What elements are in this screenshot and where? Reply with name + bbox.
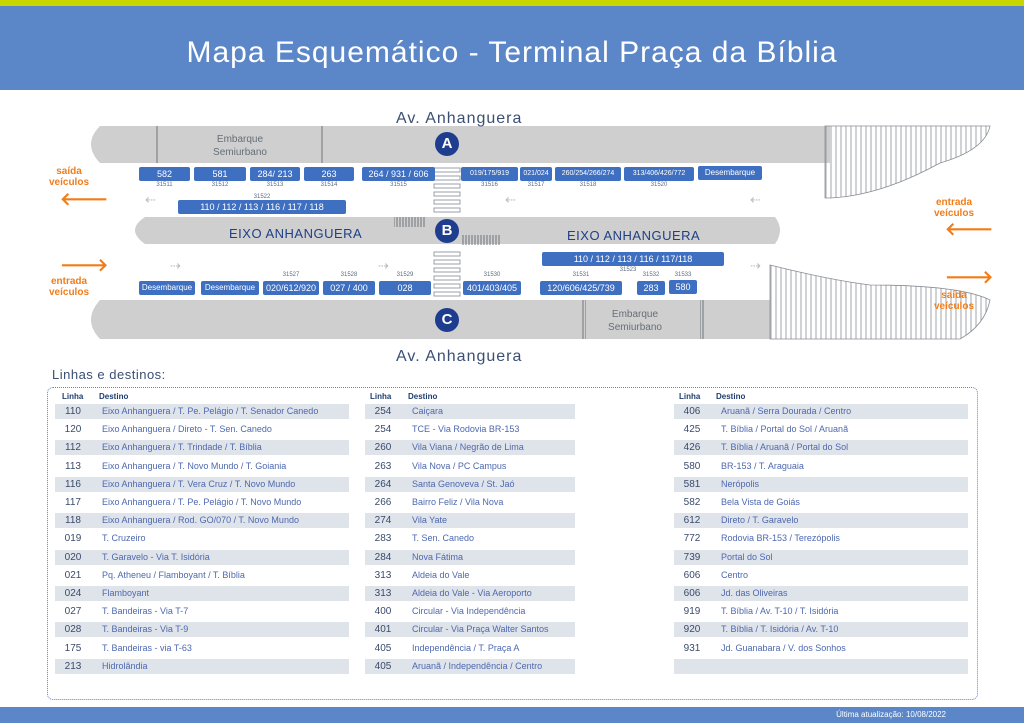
embarque-top-line2: Semiurbano	[213, 147, 267, 158]
route-line-number: 213	[64, 661, 82, 672]
route-destination: Rodovia BR-153 / Terezópolis	[721, 533, 840, 543]
route-line-number: 264	[374, 479, 392, 490]
route-line-number: 112	[65, 442, 81, 453]
route-row	[55, 586, 349, 601]
route-destination: Eixo Anhanguera / T. Novo Mundo / T. Goiania	[102, 461, 287, 471]
entry-left-line1: entrada	[50, 276, 88, 287]
route-row	[674, 550, 968, 565]
route-destination: Portal do Sol	[721, 552, 773, 562]
route-row	[55, 459, 349, 474]
route-row	[365, 440, 575, 455]
bay-eixo-a: 110 / 112 / 113 / 116 / 117 / 118	[178, 200, 346, 214]
lane-arrow-icon: ⇢	[170, 258, 181, 273]
route-destination: Circular - Via Praça Walter Santos	[412, 624, 549, 634]
bay-code-bottom-8: 31532	[642, 272, 660, 278]
exit-right-label	[928, 290, 980, 312]
route-line-number: 581	[683, 479, 701, 490]
route-row	[55, 404, 349, 419]
platform-top-tail	[825, 126, 990, 198]
bay-top-1: 582	[139, 167, 190, 181]
route-row	[674, 422, 968, 437]
route-row	[365, 422, 575, 437]
col-header-line-2: Linha	[370, 392, 392, 401]
station-b-marker: B	[435, 219, 459, 243]
route-line-number: 582	[683, 497, 701, 508]
bay-top-9: 313/406/426/772	[624, 167, 694, 181]
route-destination: T. Garavelo - Via T. Isidória	[102, 552, 210, 562]
bay-bottom-7: 120/606/425/739	[540, 281, 622, 295]
route-row	[365, 404, 575, 419]
entry-right-label	[928, 197, 980, 219]
route-line-number: 405	[374, 643, 392, 654]
route-line-number: 739	[683, 552, 701, 563]
route-destination: T. Bandeiras - Via T-7	[102, 606, 189, 616]
lane-arrow-icon: ⇢	[378, 258, 389, 273]
route-row	[674, 531, 968, 546]
route-destination: Pq. Atheneu / Flamboyant / T. Bíblia	[102, 570, 245, 580]
route-line-number: 400	[374, 606, 392, 617]
route-row	[55, 513, 349, 528]
route-row	[55, 604, 349, 619]
bay-code-top-3: 31513	[266, 182, 284, 188]
route-line-number: 027	[64, 606, 82, 617]
route-destination: Eixo Anhanguera / Rod. GO/070 / T. Novo Mundo	[102, 515, 299, 525]
route-destination: Independência / T. Praça A	[412, 643, 520, 653]
bay-top-4: 263	[304, 167, 354, 181]
exit-left-label	[44, 166, 94, 188]
bay-code-top-8: 31518	[579, 182, 597, 188]
route-line-number: 274	[374, 515, 392, 526]
bay-code-top-5: 31515	[390, 182, 407, 188]
platform-middle-hatch-left	[394, 217, 426, 227]
route-line-number: 254	[374, 406, 392, 417]
route-destination: Vila Yate	[412, 515, 448, 525]
col-header-line-3: Linha	[679, 392, 701, 401]
lane-arrow-icon: ⇢	[750, 258, 761, 273]
route-row	[365, 459, 575, 474]
route-row	[55, 440, 349, 455]
route-line-number: 401	[374, 624, 392, 635]
bay-bottom-3: 020/612/920	[263, 281, 319, 295]
route-row	[55, 531, 349, 546]
route-row	[55, 422, 349, 437]
route-destination: Aruanã / Independência / Centro	[412, 661, 543, 671]
entry-left-line2: veículos	[48, 287, 90, 298]
eixo-label-right: EIXO ANHANGUERA	[567, 228, 701, 243]
entry-right-line2: veículos	[933, 208, 975, 219]
platform-bottom-hatch-left	[582, 300, 586, 339]
route-destination: T. Bíblia / Portal do Sol / Aruanã	[721, 424, 849, 434]
route-line-number: 116	[65, 479, 81, 490]
route-line-number: 266	[374, 497, 392, 508]
route-destination: Hidrolândia	[102, 661, 148, 671]
bay-code-bottom-7: 31531	[572, 272, 590, 278]
route-line-number: 283	[374, 533, 392, 544]
route-row	[674, 659, 968, 674]
exit-left-arrow-icon: 🡐	[60, 189, 109, 209]
route-row	[365, 659, 575, 674]
route-row	[55, 550, 349, 565]
route-row	[365, 586, 575, 601]
route-destination: Caiçara	[412, 406, 444, 416]
eixo-label-left: EIXO ANHANGUERA	[229, 226, 363, 241]
route-destination: Aldeia do Vale - Via Aeroporto	[412, 588, 532, 598]
route-row	[365, 477, 575, 492]
col-header-dest-2: Destino	[408, 392, 438, 401]
avenue-label-bottom: Av. Anhanguera	[396, 348, 523, 365]
col-header-dest-3: Destino	[716, 392, 746, 401]
embarque-bottom	[595, 308, 675, 334]
platform-middle-hatch-right	[462, 235, 500, 245]
route-row	[674, 568, 968, 583]
bay-code-bottom-4: 31528	[340, 272, 358, 278]
route-destination: Flamboyant	[102, 588, 150, 598]
bay-bottom-5: 028	[379, 281, 431, 295]
route-row	[674, 477, 968, 492]
bay-code-eixo-b: 31523	[619, 267, 637, 273]
route-destination: Direto / T. Garavelo	[721, 515, 799, 525]
route-line-number: 263	[374, 461, 392, 472]
route-line-number: 260	[374, 442, 392, 453]
route-destination: Eixo Anhanguera / T. Trindade / T. Bíblia	[102, 442, 262, 452]
route-destination: Aruanã / Serra Dourada / Centro	[721, 406, 852, 416]
route-row	[674, 459, 968, 474]
embarque-top	[200, 133, 280, 159]
route-row	[55, 641, 349, 656]
bay-top-desembarque: Desembarque	[698, 166, 762, 180]
route-row	[674, 440, 968, 455]
route-destination: Nerópolis	[721, 479, 760, 489]
lane-arrow-icon: ⇠	[505, 192, 516, 207]
header-bar	[0, 6, 1024, 90]
embarque-top-line1: Embarque	[216, 134, 264, 145]
exit-left-line2: veículos	[48, 177, 90, 188]
bay-bottom-desembarque-1: Desembarque	[139, 281, 195, 295]
bay-bottom-desembarque-2: Desembarque	[201, 281, 259, 295]
bay-eixo-b: 110 / 112 / 113 / 116 / 117/118	[542, 252, 724, 266]
routes-section-title: Linhas e destinos:	[52, 367, 166, 382]
bay-top-5: 264 / 931 / 606	[362, 167, 435, 181]
route-destination: T. Bandeiras - via T-63	[102, 643, 192, 653]
embarque-bottom-line2: Semiurbano	[608, 322, 662, 333]
platform-top-hatch-right	[320, 126, 324, 163]
route-line-number: 110	[65, 406, 81, 417]
terminal-schematic	[0, 90, 1024, 350]
route-line-number: 425	[683, 424, 701, 435]
route-row	[674, 586, 968, 601]
route-destination: T. Bandeiras - Via T-9	[102, 624, 189, 634]
footer-bar	[0, 707, 1024, 723]
route-destination: T. Sen. Canedo	[412, 533, 475, 543]
station-a-marker: A	[435, 132, 459, 156]
route-destination: Centro	[721, 570, 749, 580]
bay-bottom-8: 283	[637, 281, 665, 295]
route-destination: Aldeia do Vale	[412, 570, 470, 580]
crosswalk-bottom-stripes	[434, 252, 460, 296]
route-destination: Eixo Anhanguera / T. Pe. Pelágio / T. Senador Canedo	[102, 406, 319, 416]
route-line-number: 120	[64, 424, 82, 435]
entry-left-label	[44, 276, 94, 298]
route-row	[365, 604, 575, 619]
entry-left-arrow-icon: 🡒	[60, 255, 109, 275]
route-line-number: 313	[374, 570, 392, 581]
route-destination: Eixo Anhanguera / Direto - T. Sen. Canedo	[102, 424, 272, 434]
route-line-number: 118	[65, 515, 81, 526]
route-row	[365, 531, 575, 546]
route-line-number: 606	[683, 588, 701, 599]
bay-code-bottom-3: 31527	[282, 272, 300, 278]
route-row	[365, 641, 575, 656]
route-line-number: 254	[374, 424, 392, 435]
avenue-label-top: Av. Anhanguera	[396, 110, 523, 127]
route-row	[674, 622, 968, 637]
bay-top-8: 260/254/266/274	[555, 167, 621, 181]
bay-top-7: 021/024	[520, 167, 552, 181]
route-line-number: 405	[374, 661, 392, 672]
route-line-number: 920	[683, 624, 701, 635]
col-header-dest-1: Destino	[99, 392, 129, 401]
lane-arrow-icon: ⇠	[145, 192, 156, 207]
last-update-text: Última atualização: 10/08/2022	[836, 710, 946, 719]
col-header-line-1: Linha	[62, 392, 84, 401]
route-row	[55, 622, 349, 637]
route-line-number: 426	[683, 442, 701, 453]
bay-code-top-6: 31516	[481, 182, 498, 188]
route-line-number: 284	[374, 552, 392, 563]
route-line-number: 580	[683, 461, 701, 472]
bay-code-eixo-a: 31522	[253, 194, 271, 200]
route-destination: Bairro Feliz / Vila Nova	[412, 497, 504, 507]
route-line-number: 313	[374, 588, 392, 599]
route-line-number: 772	[683, 533, 701, 544]
exit-right-arrow-icon: 🡒	[945, 267, 994, 287]
route-line-number: 019	[64, 533, 82, 544]
route-destination: Vila Nova / PC Campus	[412, 461, 507, 471]
route-destination: Nova Fátima	[412, 552, 464, 562]
platform-top-hatch-left	[155, 126, 159, 163]
route-line-number: 117	[65, 497, 81, 508]
route-row	[365, 495, 575, 510]
route-line-number: 021	[64, 570, 82, 581]
route-row	[55, 659, 349, 674]
route-row	[674, 604, 968, 619]
bay-bottom-4: 027 / 400	[323, 281, 375, 295]
route-row	[55, 477, 349, 492]
bay-bottom-9: 580	[669, 280, 697, 294]
route-destination: BR-153 / T. Araguaia	[721, 461, 804, 471]
route-line-number: 406	[683, 406, 701, 417]
bay-top-3: 284/ 213	[250, 167, 300, 181]
entry-right-line1: entrada	[935, 197, 973, 208]
route-destination: T. Cruzeiro	[102, 533, 146, 543]
platform-bottom-hatch-right	[700, 300, 704, 339]
route-destination: Eixo Anhanguera / T. Vera Cruz / T. Novo Mundo	[102, 479, 296, 489]
route-destination: T. Bíblia / Av. T-10 / T. Isidória	[721, 606, 839, 616]
lane-arrow-icon: ⇠	[750, 192, 761, 207]
route-line-number: 931	[683, 643, 701, 654]
bay-code-bottom-9: 31533	[674, 272, 692, 278]
route-row	[55, 568, 349, 583]
route-destination: Eixo Anhanguera / T. Pe. Pelágio / T. Novo Mundo	[102, 497, 302, 507]
embarque-bottom-line1: Embarque	[611, 309, 659, 320]
route-destination: Vila Viana / Negrão de Lima	[412, 442, 524, 452]
route-row	[365, 568, 575, 583]
bay-code-bottom-6: 31530	[483, 272, 501, 278]
route-destination: Santa Genoveva / St. Jaó	[412, 479, 515, 489]
exit-left-line1: saída	[56, 166, 82, 177]
bay-code-top-4: 31514	[320, 182, 338, 188]
exit-right-line1: saída	[941, 290, 967, 301]
page-title: Mapa Esquemático - Terminal Praça da Bíblia	[186, 36, 838, 69]
bay-code-top-7: 31517	[527, 182, 545, 188]
route-line-number: 919	[683, 606, 701, 617]
route-line-number: 113	[65, 461, 81, 472]
bay-code-top-1: 31511	[156, 182, 173, 188]
crosswalk-top	[434, 163, 460, 217]
route-row	[674, 641, 968, 656]
route-row	[365, 513, 575, 528]
route-line-number: 612	[683, 515, 701, 526]
route-row	[674, 495, 968, 510]
bay-code-top-9: 31520	[650, 182, 668, 188]
route-line-number: 606	[683, 570, 701, 581]
route-line-number: 020	[64, 552, 82, 563]
route-line-number: 028	[64, 624, 82, 635]
route-line-number: 175	[64, 643, 82, 654]
entry-right-arrow-icon: 🡐	[945, 219, 994, 239]
route-line-number: 024	[64, 588, 82, 599]
bay-top-6: 019/175/919	[461, 167, 518, 181]
route-destination: T. Bíblia / T. Isidória / Av. T-10	[721, 624, 839, 634]
route-row	[365, 622, 575, 637]
route-destination: T. Bíblia / Aruanã / Portal do Sol	[721, 442, 849, 452]
bay-bottom-6: 401/403/405	[463, 281, 521, 295]
route-destination: Jd. Guanabara / V. dos Sonhos	[721, 643, 846, 653]
route-row	[365, 550, 575, 565]
crosswalk-top-stripes	[434, 168, 460, 212]
route-row	[674, 404, 968, 419]
bay-top-2: 581	[194, 167, 246, 181]
route-row	[674, 513, 968, 528]
route-row	[55, 495, 349, 510]
station-c-marker: C	[435, 308, 459, 332]
route-destination: Jd. das Oliveiras	[721, 588, 788, 598]
exit-right-line2: veículos	[933, 301, 975, 312]
bay-code-bottom-5: 31529	[396, 272, 414, 278]
route-destination: TCE - Via Rodovia BR-153	[412, 424, 520, 434]
route-destination: Bela Vista de Goiás	[721, 497, 800, 507]
bay-code-top-2: 31512	[211, 182, 229, 188]
route-destination: Circular - Via Independência	[412, 606, 526, 616]
